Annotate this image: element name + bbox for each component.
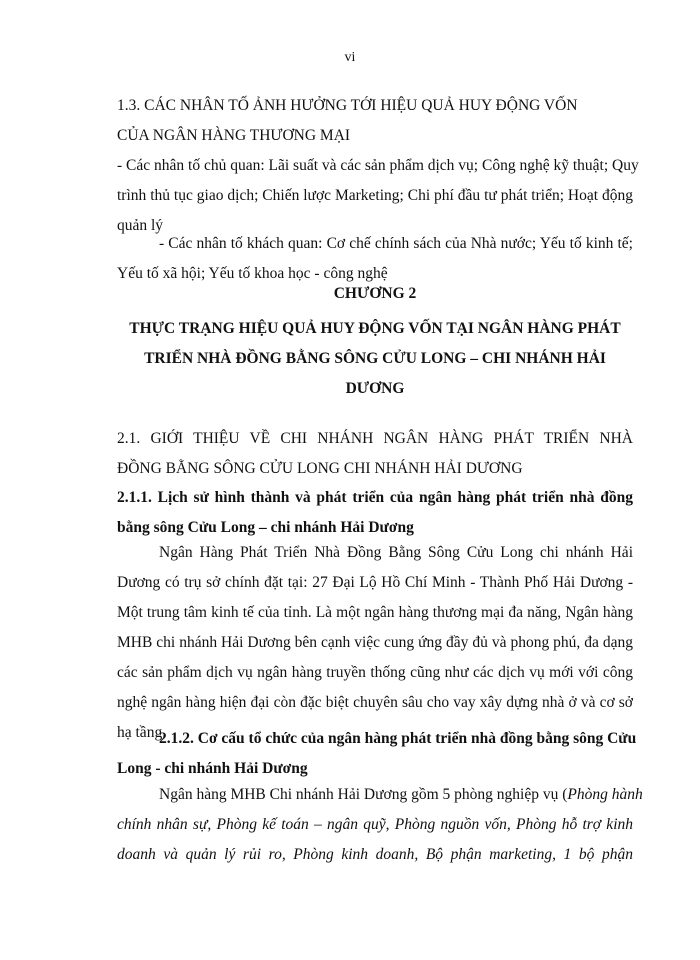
heading-line: bằng sông Cửu Long – chi nhánh Hải Dương bbox=[117, 519, 414, 536]
heading-line: 1.3. CÁC NHÂN TỐ ẢNH HƯỞNG TỚI HIỆU QUẢ HUY ĐỘNG VỐN bbox=[117, 97, 578, 114]
heading-line: 2.1. GIỚI THIỆU VỀ CHI NHÁNH NGÂN HÀNG PHÁT TRIỂN NHÀ bbox=[117, 430, 633, 447]
section-2-1-heading bbox=[117, 424, 633, 484]
chapter-title-line: THỰC TRẠNG HIỆU QUẢ HUY ĐỘNG VỐN TẠI NGÂN HÀNG PHÁT bbox=[129, 320, 621, 337]
heading-line: CỦA NGÂN HÀNG THƯƠNG MẠI bbox=[117, 127, 351, 144]
text-run-italic: Phòng hành bbox=[567, 786, 643, 803]
subjective-factors-paragraph bbox=[117, 151, 639, 241]
heading-line: Long - chi nhánh Hải Dương bbox=[117, 760, 308, 777]
heading-line: 2.1.2. Cơ cấu tổ chức của ngân hàng phát triển nhà đồng bằng sông Cửu bbox=[159, 730, 637, 747]
text-line: Một trung tâm kinh tế của tỉnh. Là một ngân hàng thương mại đa năng, Ngân hàng bbox=[117, 604, 633, 621]
section-2-1-2-heading bbox=[117, 724, 637, 784]
text-line: Yếu tố xã hội; Yếu tố khoa học - công nghệ bbox=[117, 265, 388, 282]
section-2-1-2-paragraph bbox=[117, 780, 643, 870]
text-line bbox=[117, 780, 643, 810]
text-line: chính nhân sự, Phòng kế toán – ngân quỹ, Phòng nguồn vốn, Phòng hỗ trợ kinh bbox=[117, 816, 633, 833]
text-line: trình thủ tục giao dịch; Chiến lược Marketing; Chi phí đầu tư phát triển; Hoạt động bbox=[117, 187, 633, 204]
section-1-3-heading bbox=[117, 91, 633, 151]
text-line: MHB chi nhánh Hải Dương bên cạnh việc cung ứng đầy đủ và phong phú, đa dạng bbox=[117, 634, 633, 651]
text-line: Dương có trụ sở chính đặt tại: 27 Đại Lộ Hồ Chí Minh - Thành Phố Hải Dương - bbox=[117, 574, 633, 591]
text-line: - Các nhân tố khách quan: Cơ chế chính sách của Nhà nước; Yếu tố kinh tế; bbox=[159, 235, 633, 252]
text-line: quản lý bbox=[117, 217, 164, 234]
text-line: - Các nhân tố chủ quan: Lãi suất và các sản phẩm dịch vụ; Công nghệ kỹ thuật; Quy bbox=[117, 157, 639, 174]
chapter-title-line: TRIỂN NHÀ ĐỒNG BẰNG SÔNG CỬU LONG – CHI NHÁNH HẢI bbox=[144, 350, 606, 367]
chapter-label: CHƯƠNG 2 bbox=[333, 285, 417, 302]
objective-factors-paragraph bbox=[117, 229, 633, 289]
page-number: vi bbox=[344, 50, 356, 65]
chapter-title-line: DƯƠNG bbox=[345, 380, 405, 397]
heading-line: ĐỒNG BẰNG SÔNG CỬU LONG CHI NHÁNH HẢI DƯƠNG bbox=[117, 460, 523, 477]
text-line: hạ tầng. bbox=[117, 724, 167, 741]
text-line: doanh và quản lý rủi ro, Phòng kinh doanh, Bộ phận marketing, 1 bộ phận bbox=[117, 846, 633, 863]
heading-line: 2.1.1. Lịch sử hình thành và phát triển của ngân hàng phát triển nhà đồng bbox=[117, 489, 633, 506]
text-run: Ngân hàng MHB Chi nhánh Hải Dương gồm 5 phòng nghiệp vụ ( bbox=[159, 786, 568, 803]
text-line: các sản phẩm dịch vụ ngân hàng truyền thống cũng như các dịch vụ mới với công bbox=[117, 664, 633, 681]
section-2-1-1-paragraph bbox=[117, 538, 633, 748]
chapter-title bbox=[117, 314, 633, 404]
section-2-1-1-heading bbox=[117, 483, 633, 543]
text-line: Ngân Hàng Phát Triển Nhà Đồng Bằng Sông Cửu Long chi nhánh Hải bbox=[159, 544, 633, 561]
text-line: nghệ ngân hàng hiện đại còn đặc biệt chuyên sâu cho vay xây dựng nhà ở và cơ sở bbox=[117, 694, 633, 711]
